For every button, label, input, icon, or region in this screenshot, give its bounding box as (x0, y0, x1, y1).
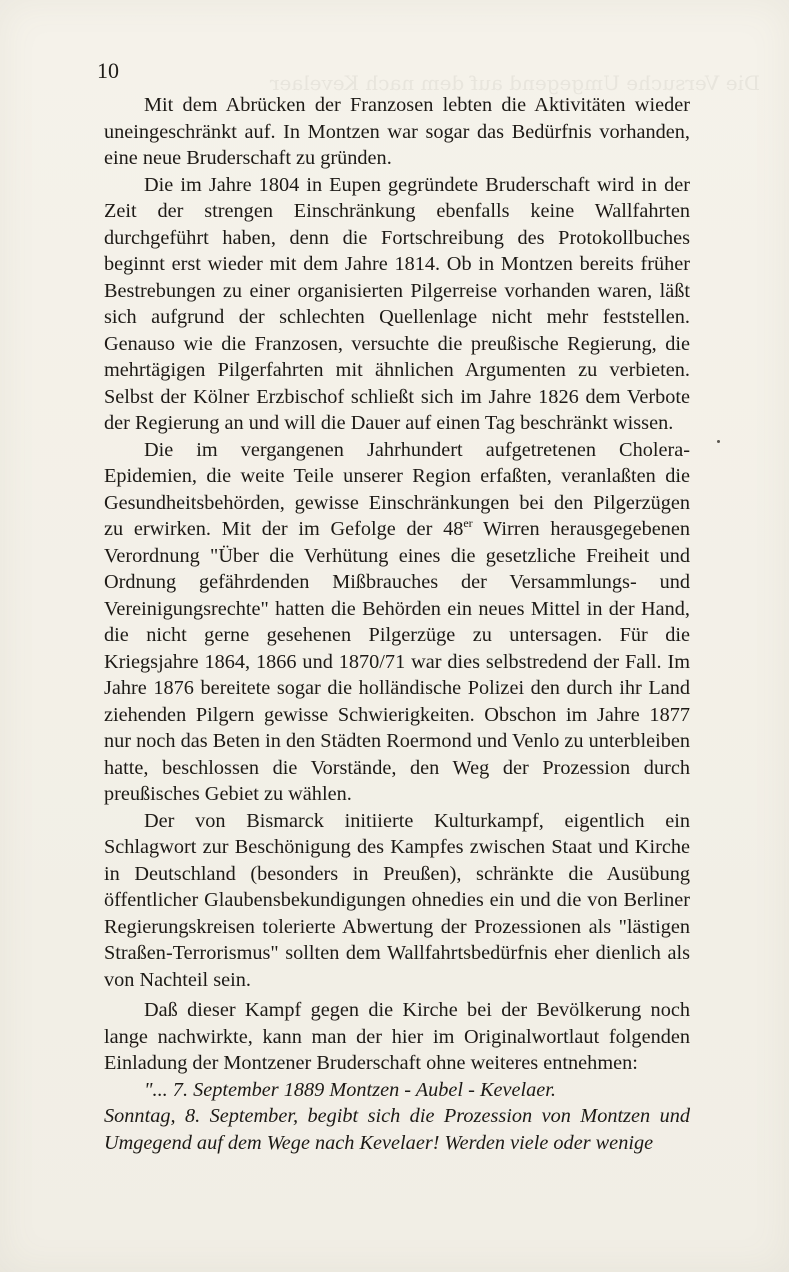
paragraph-1: Mit dem Abrücken der Franzosen lebten die Aktivitäten wieder uneingeschränkt auf. In Montzen war sogar das Bedürfnis vorhanden, eine neue Bruderschaft zu gründen. (104, 94, 690, 169)
page-number: 10 (97, 58, 119, 83)
ink-speck (717, 440, 720, 443)
paragraph-3 (104, 437, 690, 808)
paragraph-3-part-1: Die im vergangenen Jahrhundert aufgetretenen Cholera-Epidemien, die weite Teile unserer Region erfaßten, veranlaßten die Gesundheitsbehörden, gewisse Einschränkungen bei den Pilgerzügen zu erwirken. Mit der im Gefolge der 48 (104, 438, 690, 540)
quote-line-1: "... 7. September 1889 Montzen - Aubel - Kevelaer. (144, 1078, 556, 1101)
paragraph-5: Daß dieser Kampf gegen die Kirche bei der Bevölkerung noch lange nachwirkte, kann man der hier im Originalwortlaut folgenden Einladung der Montzener Bruderschaft ohne weiteres entnehmen: (104, 999, 690, 1074)
paragraph-4: Der von Bismarck initiierte Kulturkampf, eigentlich ein Schlagwort zur Beschönigung des Kampfes zwischen Staat und Kirche in Deutschland (besonders in Preußen), schränkte die Ausübung öffentlicher Glaubensbekundigungen ohnedies ein und die von Berliner Regierungskreisen tolerierte Abwertung der Prozessionen als "lästigen Straßen-Terrorismus" sollten dem Wallfahrtsbedürfnis eher dienlich als von Nachteil sein. (104, 809, 690, 991)
quote-line-2: Sonntag, 8. September, begibt sich die Prozession von Montzen und Umgegend auf dem Wege nach Kevelaer! Werden viele oder wenige (104, 1105, 690, 1154)
ordinal-superscript: er (463, 516, 473, 531)
paragraph-2: Die im Jahre 1804 in Eupen gegründete Bruderschaft wird in der Zeit der strengen Einschränkung ebenfalls keine Wallfahrten durchgeführt haben, denn die Fortschreibung des Protokollbuches beginnt erst wieder mit dem Jahre 1814. Ob in Montzen bereits früher Bestrebungen zu einer organisierten Pilgerreise vorhanden waren, läßt sich aufgrund der schlechten Quellenlage nicht mehr feststellen. Genauso wie die Franzosen, versuchte die preußische Regierung, die mehrtägigen Pilgerfahrten mit ähnlichen Argumenten zu verbieten. Selbst der Kölner Erzbischof schließt sich im Jahre 1826 dem Verbote der Regierung an und will die Dauer auf einen Tag beschränkt wissen. (104, 173, 690, 434)
paragraph-3-part-2: Wirren herausgegebenen Verordnung "Über die Verhütung eines die gesetzliche Freiheit und Ordnung gefährdenden Mißbrauches der Versammlungs- und Vereinigungsrechte" hatten die Behörden ein neues Mittel in der Hand, die nicht gerne gesehenen Pilgerzüge zu untersagen. Für die Kriegsjahre 1864, 1866 und 1870/71 war dies selbstredend der Fall. Im Jahre 1876 bereitete sogar die holländische Polizei den durch ihr Land ziehenden Pilgern gewisse Schwierigkeiten. Obschon im Jahre 1877 nur noch das Beten in den Städten Roermond und Venlo zu unterbleiben hatte, beschlossen die Vorstände, den Weg der Prozession durch preußisches Gebiet zu wählen. (104, 518, 690, 805)
show-through-text: Die Versuche Umgegend auf dem nach Kevelaer (269, 71, 760, 95)
body-text (104, 92, 690, 1156)
